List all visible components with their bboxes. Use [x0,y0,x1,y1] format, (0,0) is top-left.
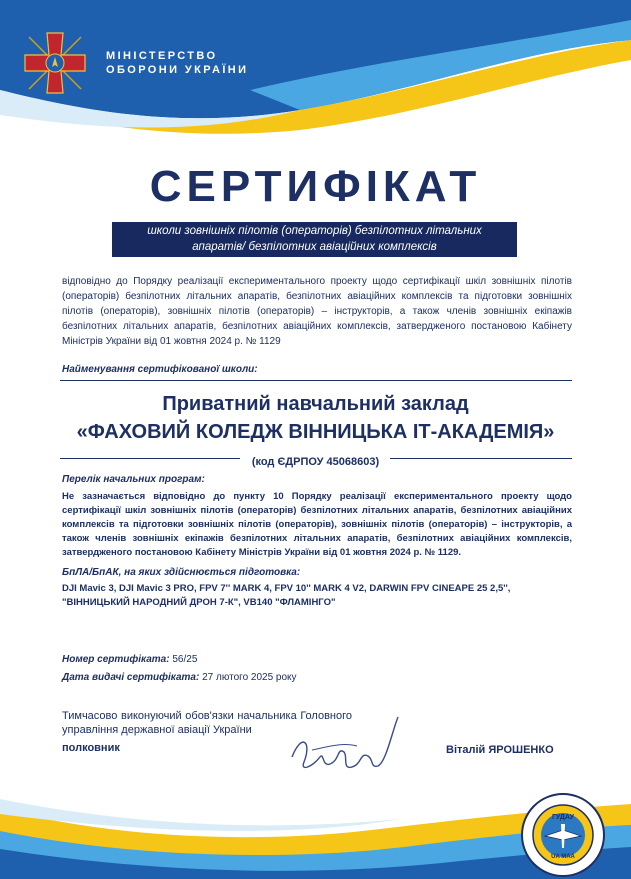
certificate-number-value: 56/25 [172,654,198,665]
certificate-subtitle [112,222,517,257]
divider-top [60,380,572,381]
drones-label: БпЛА/БпАК, на яких здійснюється підготовка: [62,567,301,578]
edrpou-code: (код ЄДРПОУ 45068603) [251,456,380,468]
certificate-date-value: 27 лютого 2025 року [202,672,297,683]
subtitle-line2: апаратів/ безпілотних авіаційних комплексів [192,241,437,253]
ministry-header [22,30,248,96]
certificate-date-row [62,672,297,683]
certificate-date-label: Дата видачі сертифіката: [62,672,200,683]
signatory-name: Віталій ЯРОШЕНКО [446,744,554,756]
signatory-position: Тимчасово виконуючий обов'язки начальника Головного управління державної авіації України [62,710,352,736]
intro-paragraph: відповідно до Порядку реалізації експериментального проекту щодо сертифікації шкіл зовнішніх пілотів (операторів) безпілотних літальних апаратів, безпілотних авіаційних комплексів та підготовки зовнішніх пілотів (операторів), зовнішніх пілотів (операторів) – інструкторів, а також членів зовнішніх екіпажів безпілотних літальних апаратів, безпілотних авіаційних комплексів, затвердженого постановою Кабінету Міністрів України від 01 жовтня 2024 р. № 1129 [62,276,572,347]
seal-acronym: ГУДАУ [551,814,575,821]
signatory-rank: полковник [62,742,120,754]
certificate-title: СЕРТИФІКАТ [149,162,482,211]
school-label: Найменування сертифікованої школи: [62,364,258,375]
aviation-seal-icon [520,792,606,878]
school-name-line1: Приватний навчальний заклад [162,393,469,415]
seal-code: UA MAA [551,854,575,860]
school-name-line2: «ФАХОВИЙ КОЛЕДЖ ВІННИЦЬКА ІТ-АКАДЕМІЯ» [76,421,555,443]
school-name [0,390,631,446]
drones-list: DJI Mavic 3, DJI Mavic 3 PRO, FPV 7'' MARK 4, FPV 10'' MARK 4 V2, DARWIN FPV CINEAPE 25 2,5'', "ВІННИЦЬКИЙ НАРОДНИЙ ДРОН 7-К", VB140 "ФЛАМІНГО" [62,583,511,608]
certificate-number-label: Номер сертифіката: [62,654,170,665]
ministry-name-line1: МІНІСТЕРСТВО [106,50,218,62]
subtitle-line1: школи зовнішніх пілотів (операторів) безпілотних літальних [147,225,482,237]
ministry-name-line2: ОБОРОНИ УКРАЇНИ [106,64,249,76]
programs-label: Перелік начальних програм: [62,474,205,485]
ministry-emblem-icon [22,30,88,96]
programs-text: Не зазначається відповідно до пункту 10 Порядку реалізації експериментального проекту щодо сертифікації шкіл зовнішніх пілотів (операторів) безпілотних літальних апаратів, безпілотних авіаційних комплексів та підготовки зовнішніх пілотів (операторів), зовнішніх пілотів (операторів) – інструкторів, а також членів зовнішніх екіпажів безпілотних літальних апаратів, безпілотних авіаційних комплексів, затвердженого постановою Кабінету Міністрів України від 01 жовтня 2024 р. № 1129. [62,491,572,558]
certificate-number-row [62,654,197,665]
